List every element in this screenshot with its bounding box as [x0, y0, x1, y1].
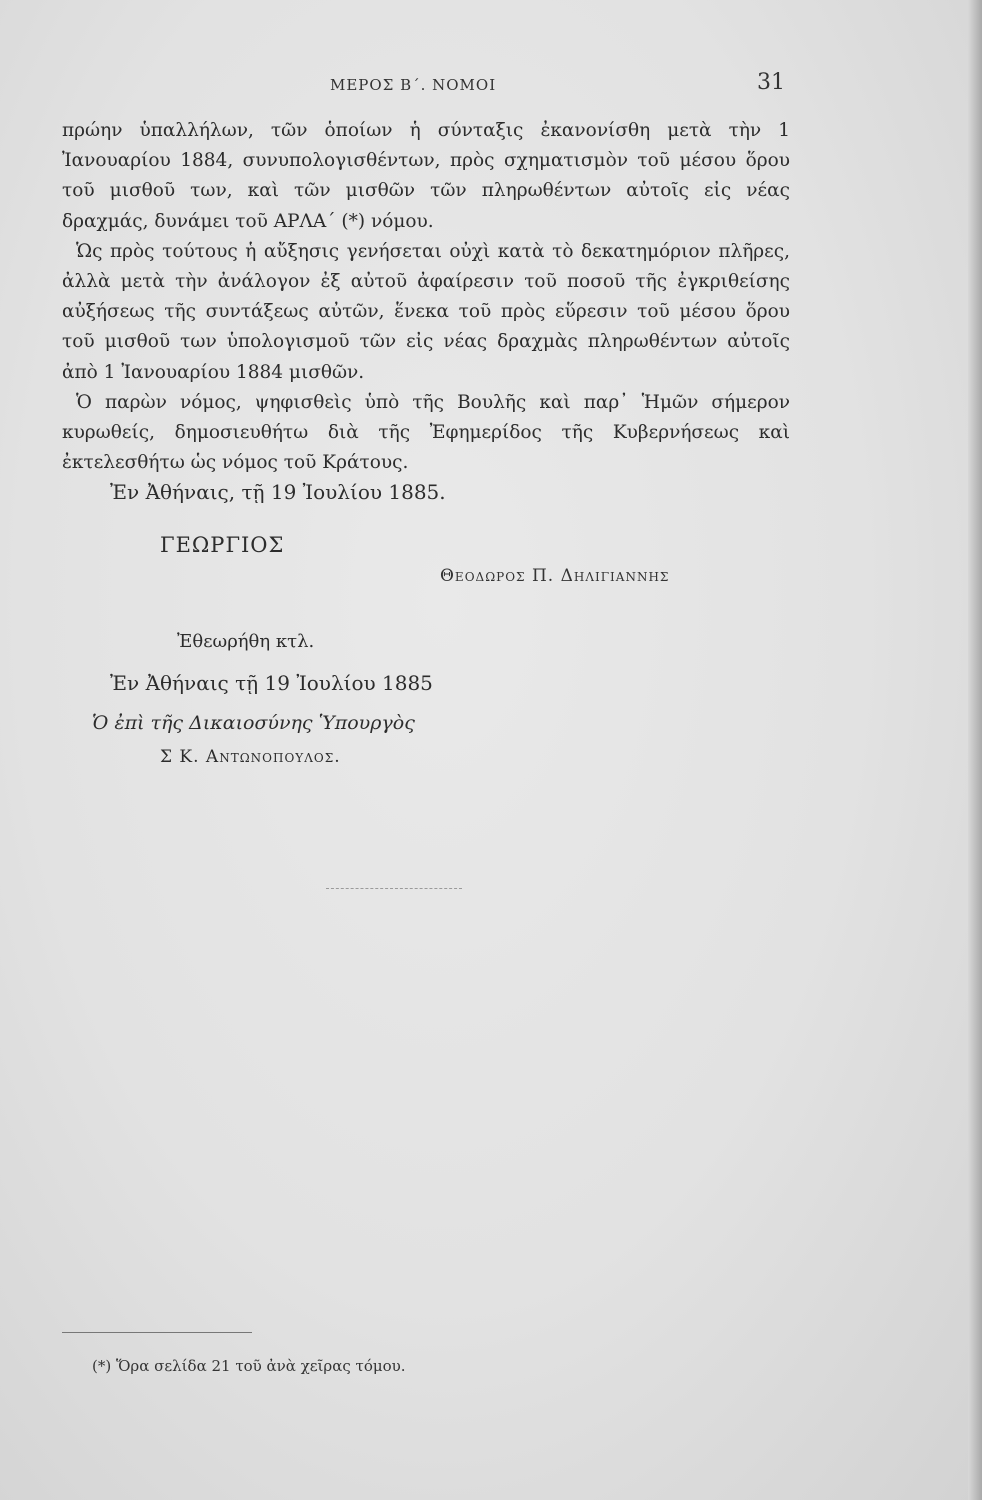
- footnote-separator: [62, 1332, 252, 1333]
- prime-minister-signature: Θεοδωρος Π. Δηλιγιαννης: [440, 566, 670, 586]
- running-header: ΜΕΡΟΣ Β΄. ΝΟΜΟΙ: [330, 76, 497, 94]
- justice-minister-signature: Σ Κ. Αντωνοπουλος.: [160, 747, 341, 767]
- law-body-text: [62, 116, 790, 478]
- footnote: (*) Ὅρα σελίδα 21 τοῦ ἀνὰ χεῖρας τόμου.: [92, 1357, 406, 1375]
- page-number: 31: [757, 70, 785, 95]
- page-edge-shadow: [968, 0, 982, 1500]
- end-ornament-rule: [326, 888, 462, 890]
- king-signature: ΓΕΩΡΓΙΟΣ: [160, 533, 285, 557]
- seal-date: Ἐν Ἀθήναις τῇ 19 Ἰουλίου 1885: [110, 671, 433, 695]
- paragraph-publication-order: Ὁ παρὼν νόμος, ψηφισθεὶς ὑπὸ τῆς Βουλῆς καὶ παρ᾽ Ἡμῶν σήμερον κυρωθείς, δημοσιευθήτω διὰ τῆς Ἐφημερίδος τῆς Κυβερνήσεως καὶ ἐκτελεσθήτω ὡς νόμος τοῦ Κράτους.: [62, 391, 790, 474]
- paragraph-increase-rule: Ὡς πρὸς τούτους ἡ αὔξησις γενήσεται οὐχὶ κατὰ τὸ δεκατημόριον πλῆρες, ἀλλὰ μετὰ τὴν ἀνάλογον ἐξ αὐτοῦ ἀφαίρεσιν τοῦ ποσοῦ τῆς ἐγκριθείσης αὐξήσεως τῆς συντάξεως αὐτῶν, ἕνεκα τοῦ πρὸς εὕρεσιν τοῦ μέσου ὅρου τοῦ μισθοῦ των ὑπολογισμοῦ τῶν εἰς νέας δραχμὰς πληρωθέντων αὐτοῖς ἀπὸ 1 Ἰανουαρίου 1884 μισθῶν.: [62, 240, 790, 383]
- paragraph-continued: πρώην ὑπαλλήλων, τῶν ὁποίων ἡ σύνταξις ἐκανονίσθη μετὰ τὴν 1 Ἰανουαρίου 1884, συνυπολογισθέντων, πρὸς σχηματισμὸν τοῦ μέσου ὅρου τοῦ μισθοῦ των, καὶ τῶν μισθῶν τῶν πληρωθέντων αὐτοῖς εἰς νέας δραχμάς, δυνάμει τοῦ ΑΡΛΑ΄ (*) νόμου.: [62, 120, 790, 232]
- minister-office: Ὁ ἐπὶ τῆς Δικαιοσύνης Ὑπουργὸς: [92, 712, 415, 734]
- seen-note: Ἐθεωρήθη κτλ.: [177, 631, 315, 652]
- enactment-date: Ἐν Ἀθήναις, τῇ 19 Ἰουλίου 1885.: [110, 480, 446, 504]
